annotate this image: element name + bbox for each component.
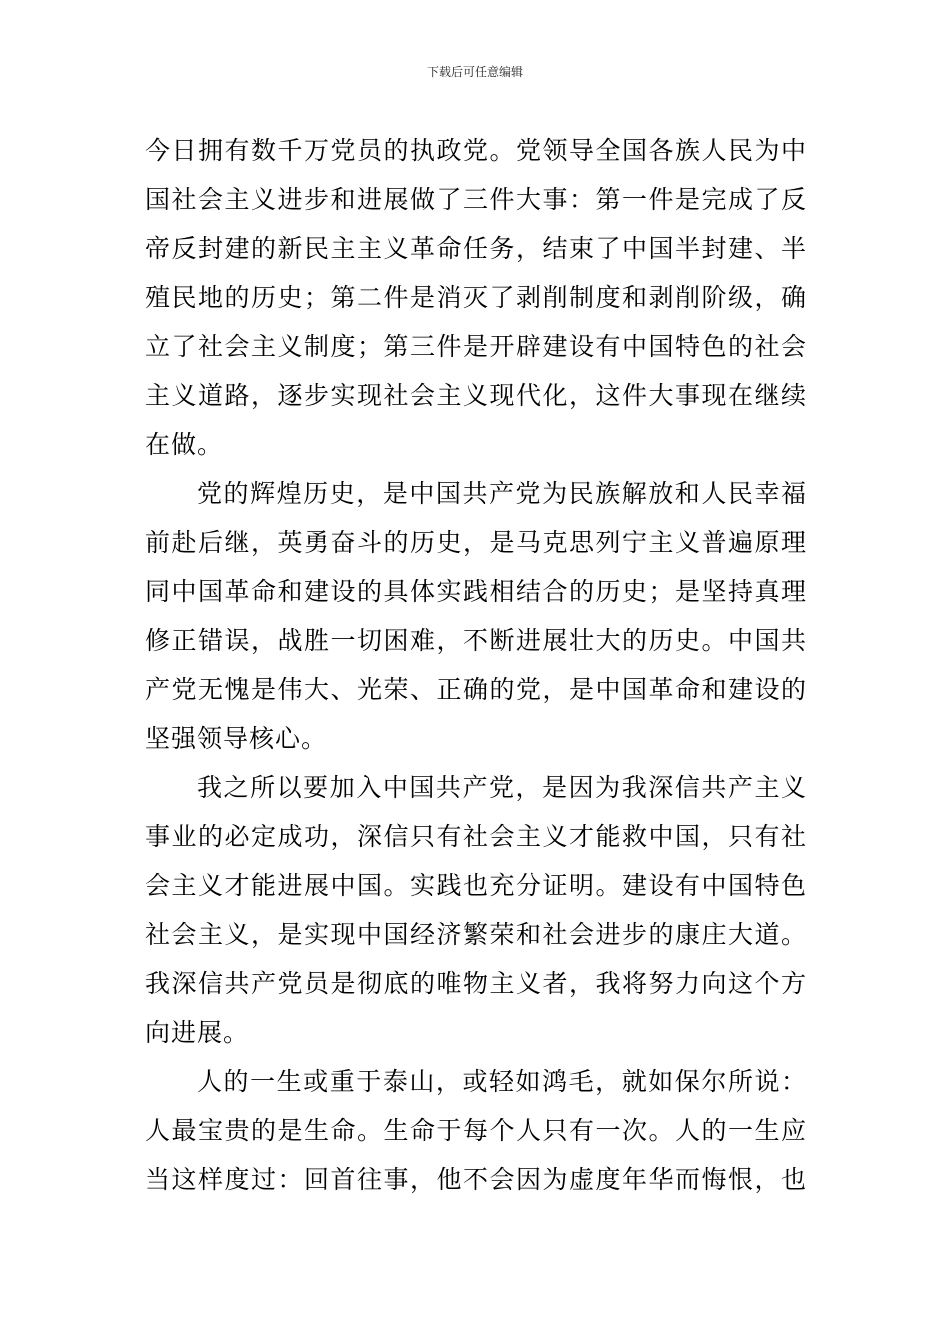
text-line: 前赴后继，英勇奋斗的历史，是马克思列宁主义普遍原理 — [145, 528, 807, 557]
document-body — [145, 126, 807, 1204]
text-line: 主义道路，逐步实现社会主义现代化，这件大事现在继续 — [145, 381, 807, 410]
text-line: 当这样度过：回首往事，他不会因为虚度年华而悔恨，也 — [145, 1165, 807, 1194]
text-line: 在做。 — [145, 430, 224, 459]
text-line: 同中国革命和建设的具体实践相结合的历史；是坚持真理 — [145, 577, 807, 606]
text-line: 党的辉煌历史，是中国共产党为民族解放和人民幸福 — [197, 479, 807, 508]
text-line: 事业的必定成功，深信只有社会主义才能救中国，只有社 — [145, 822, 807, 851]
text-line: 国社会主义进步和进展做了三件大事：第一件是完成了反 — [145, 185, 807, 214]
text-line: 帝反封建的新民主主义革命任务，结束了中国半封建、半 — [145, 234, 807, 263]
text-line: 今日拥有数千万党员的执政党。党领导全国各族人民为中 — [145, 136, 807, 165]
text-line: 人最宝贵的是生命。生命于每个人只有一次。人的一生应 — [145, 1116, 807, 1145]
text-line: 会主义才能进展中国。实践也充分证明。建设有中国特色 — [145, 871, 807, 900]
page-header: 下载后可任意编辑 — [426, 65, 523, 79]
paragraph-4 — [145, 1057, 807, 1204]
text-line: 立了社会主义制度；第三件是开辟建设有中国特色的社会 — [145, 332, 807, 361]
text-line: 殖民地的历史；第二件是消灭了剥削制度和剥削阶级，确 — [145, 283, 807, 312]
text-line: 人的一生或重于泰山，或轻如鸿毛，就如保尔所说： — [197, 1067, 807, 1096]
paragraph-1 — [145, 126, 807, 469]
text-line: 修正错误，战胜一切困难，不断进展壮大的历史。中国共 — [145, 626, 807, 655]
text-line: 社会主义，是实现中国经济繁荣和社会进步的康庄大道。 — [145, 920, 807, 949]
paragraph-3 — [145, 763, 807, 1057]
paragraph-2 — [145, 469, 807, 763]
text-line: 产党无愧是伟大、光荣、正确的党，是中国革命和建设的 — [145, 675, 807, 704]
text-line: 向进展。 — [145, 1018, 250, 1047]
text-line: 坚强领导核心。 — [145, 724, 328, 753]
text-line: 我深信共产党员是彻底的唯物主义者，我将努力向这个方 — [145, 969, 807, 998]
text-line: 我之所以要加入中国共产党，是因为我深信共产主义 — [197, 773, 807, 802]
